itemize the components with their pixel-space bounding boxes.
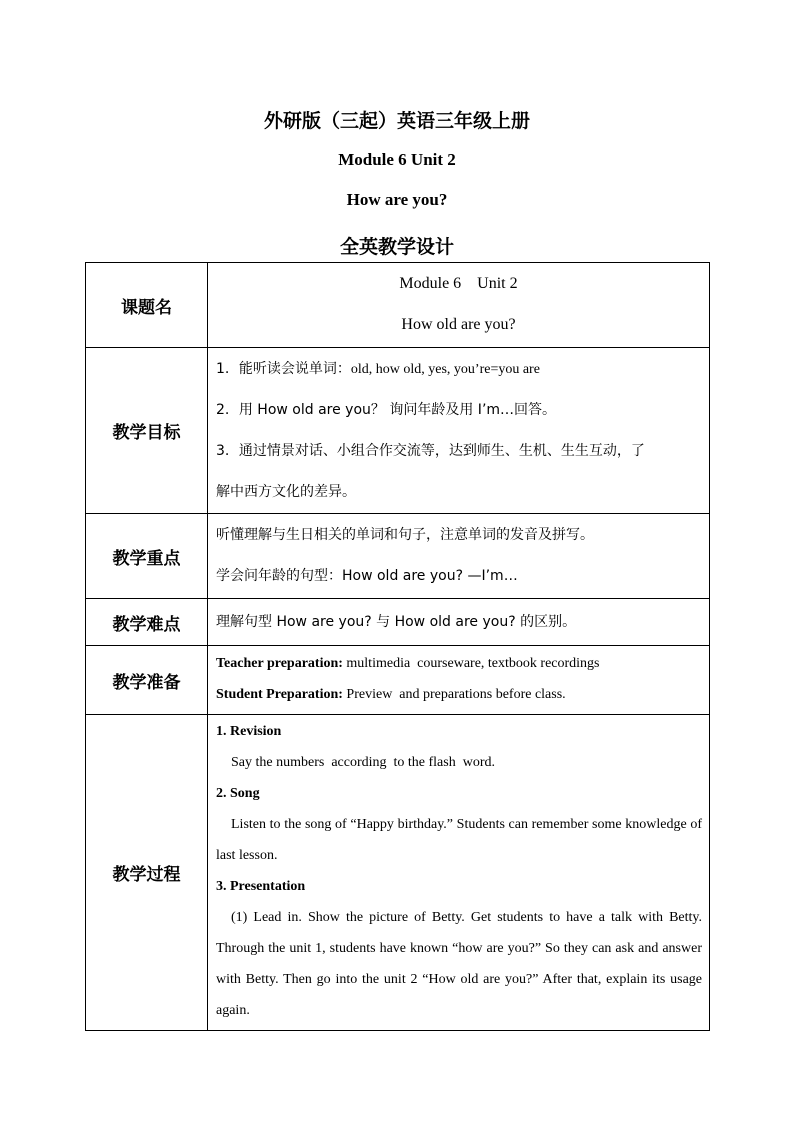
topic-content [208,263,710,348]
step-2-title: 2. Song [216,786,260,801]
row-objectives [86,348,710,514]
lesson-plan-table [85,262,710,1031]
process-content [208,715,710,1031]
teacher-prep-text: multimedia courseware, textbook recordings [342,656,600,671]
objective-1-number: 1. [216,361,230,377]
teacher-prep-label: Teacher preparation: [216,656,343,671]
objective-1-text: 能听读会说单词： [238,361,351,377]
objective-2-number: 2. [216,402,230,418]
step-3-title: 3. Presentation [216,879,306,894]
step-3-text: (1) Lead in. Show the picture of Betty. Get students to have a talk with Betty. Through the unit 1, students have known “how are you?” So they can ask and answer with Betty. Then go into the unit 2 “How old are you?” After that, explain its usage again. [216,910,702,1018]
objective-1-words: old, how old, yes, you’re=you are [350,362,540,377]
topic-line-2: How old are you? [401,316,516,333]
preparation-content [208,646,710,715]
row-difficulties [86,599,710,646]
key-points-content [208,514,710,599]
lesson-title: How are you? [346,190,448,209]
step-2-text: Listen to the song of “Happy birthday.” Students can remember some knowledge of last lesson. [216,817,702,863]
objective-2-text: 用 How old are you？ 询问年龄及用 I’m…回答。 [238,402,557,418]
key-point-2: 学会问年龄的句型：How old are you? —I’m… [216,568,518,584]
objective-3-text-cont: 解中西方文化的差异。 [216,484,356,500]
design-subtitle: 全英教学设计 [339,236,454,258]
difficulties-content [208,599,710,646]
label-preparation: 教学准备 [86,646,208,715]
student-prep-text: Preview and preparations before class. [342,687,566,702]
module-unit-heading: Module 6 Unit 2 [338,150,456,169]
label-process: 教学过程 [86,715,208,1031]
objective-3-number: 3. [216,443,230,459]
difficulty-1: 理解句型 How are you? 与 How old are you? 的区别。 [216,613,577,630]
doc-title: 外研版（三起）英语三年级上册 [263,110,530,132]
label-topic: 课题名 [86,263,208,348]
row-topic [86,263,710,348]
label-objectives: 教学目标 [86,348,208,514]
row-key-points [86,514,710,599]
label-key-points: 教学重点 [86,514,208,599]
objective-3-text: 通过情景对话、小组合作交流等，达到师生、生机、生生互动，了 [238,443,645,459]
objectives-content [208,348,710,514]
label-difficulties: 教学难点 [86,599,208,646]
step-1-title: 1. Revision [216,724,282,739]
row-process [86,715,710,1031]
row-preparation [86,646,710,715]
key-point-1: 听懂理解与生日相关的单词和句子，注意单词的发音及拼写。 [216,527,594,543]
topic-line-1: Module 6 Unit 2 [399,275,518,292]
step-1-text: Say the numbers according to the flash word. [231,755,495,770]
student-prep-label: Student Preparation: [216,687,343,702]
